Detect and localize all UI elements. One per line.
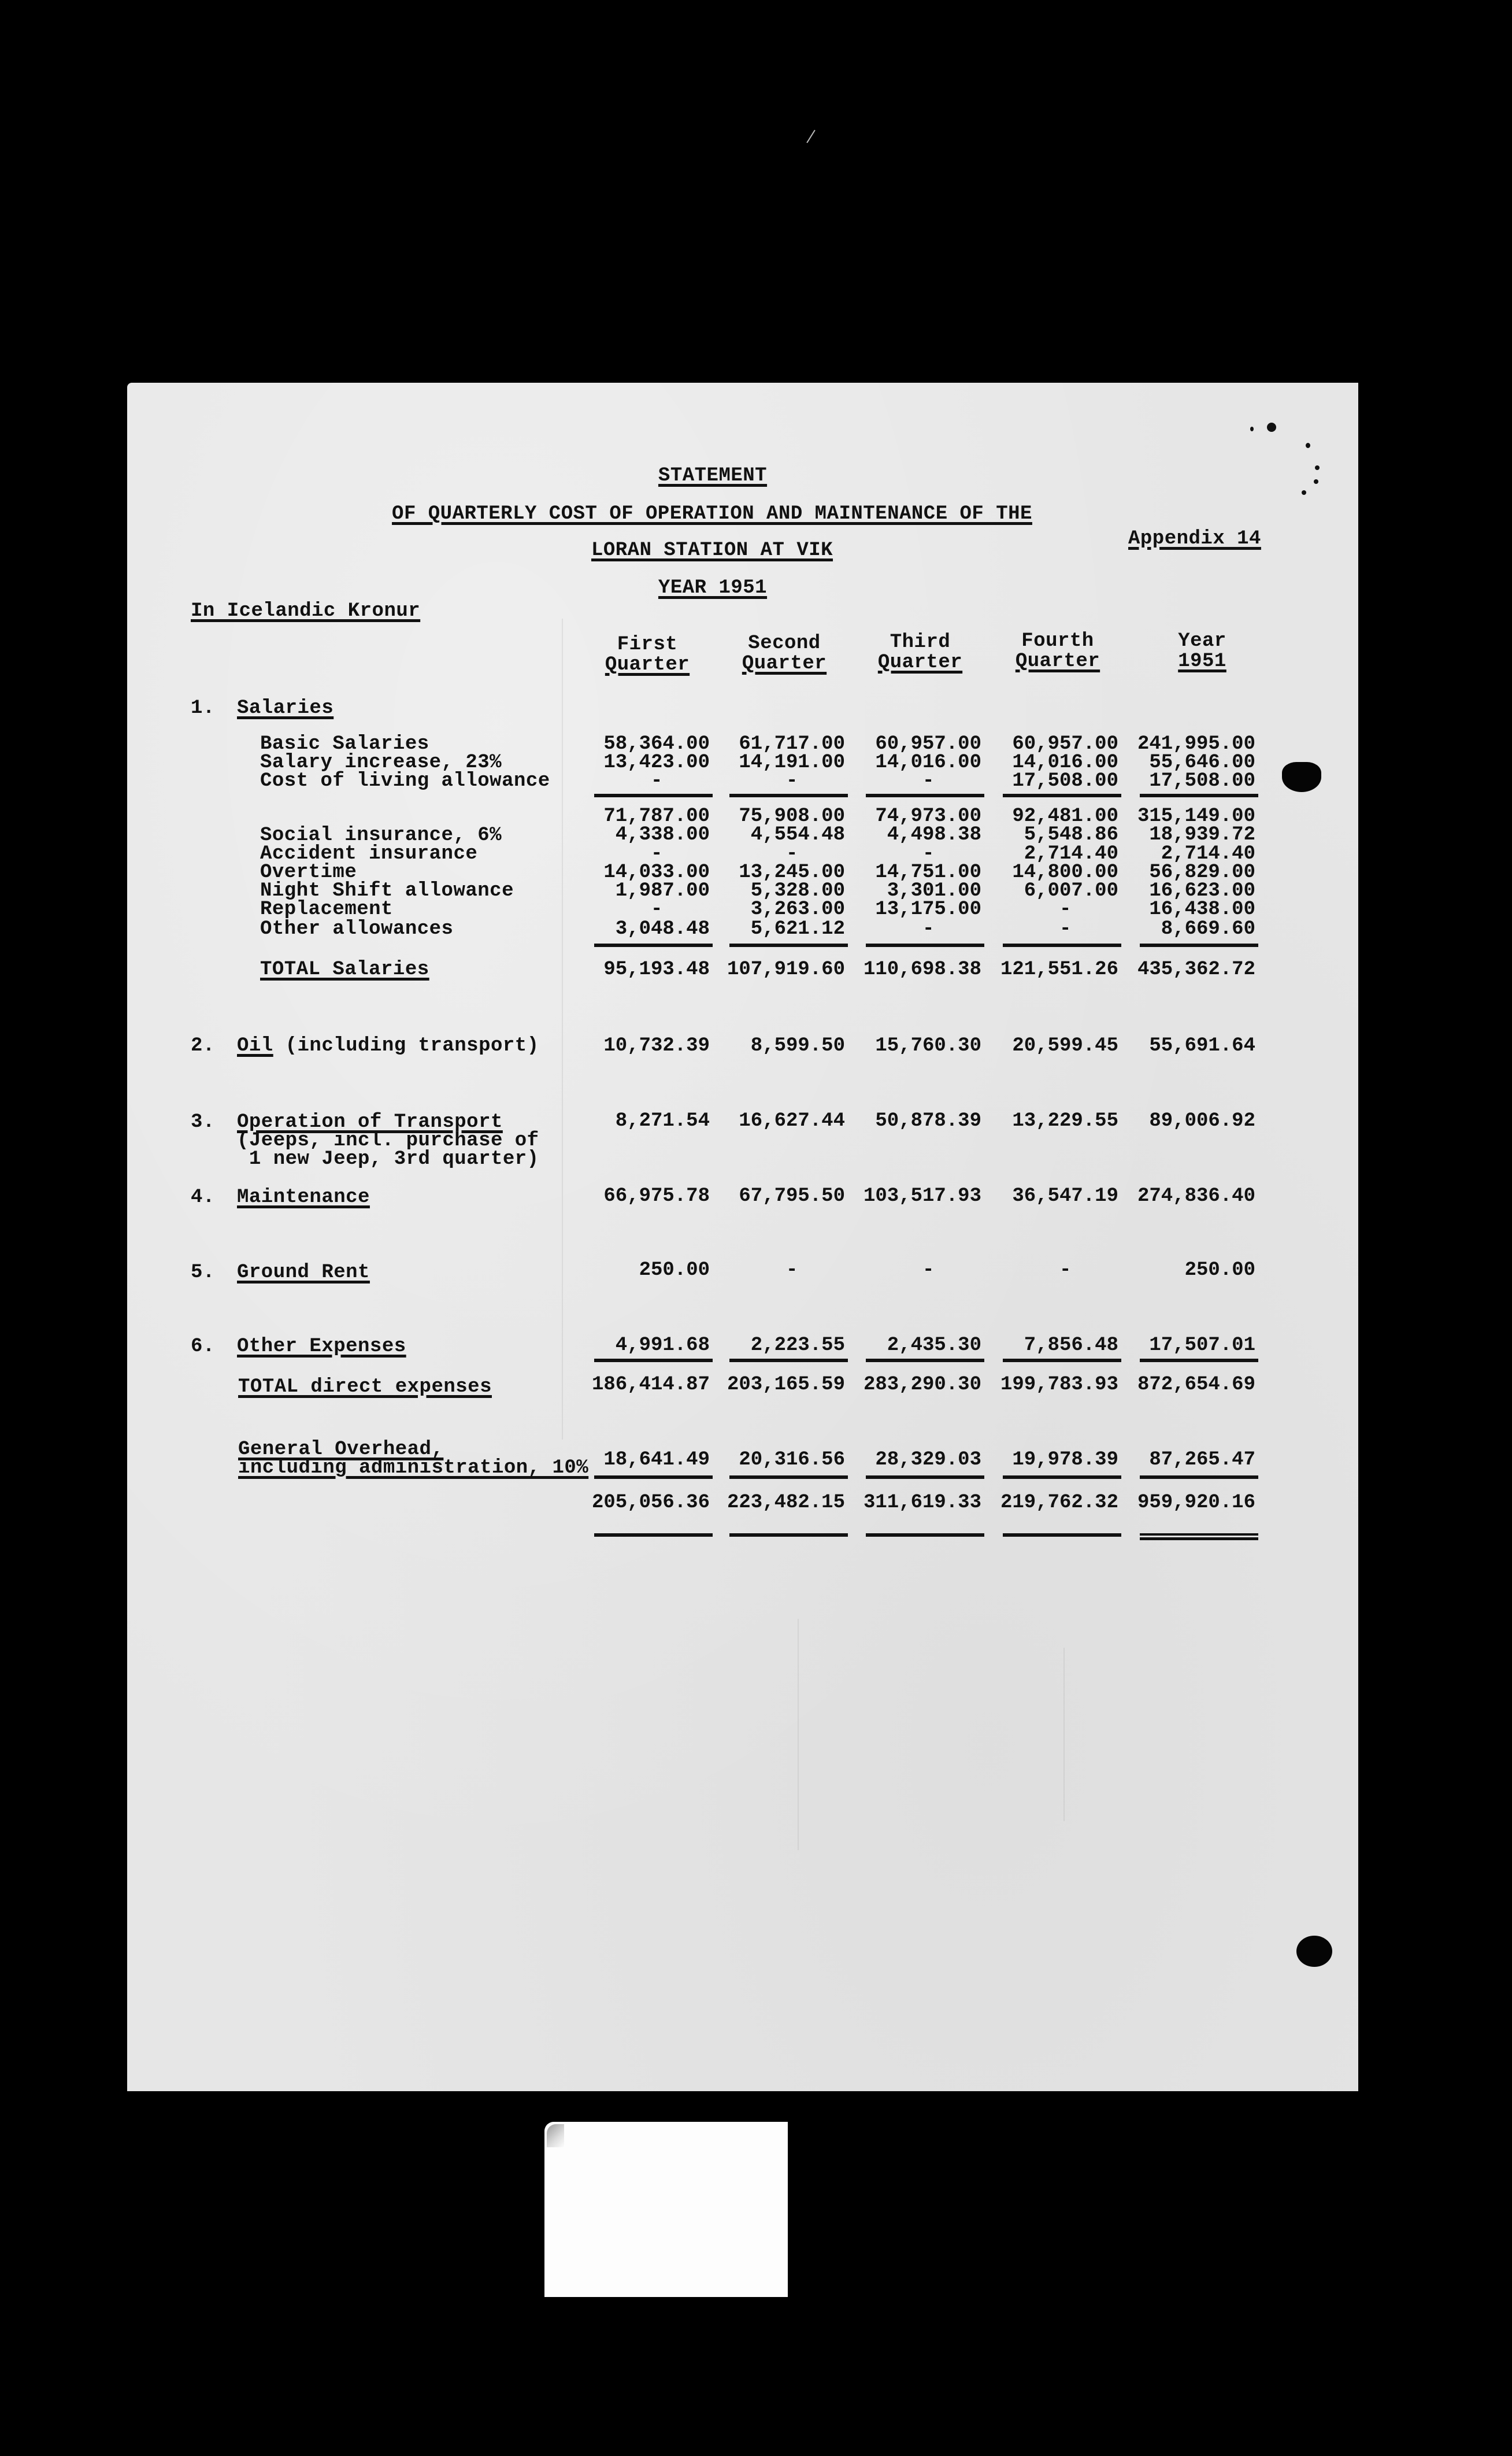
row-label-total-salaries: TOTAL Salaries — [260, 959, 429, 981]
cell-q4: 219,762.32 — [1000, 1492, 1118, 1514]
cell-year: 250.00 — [1184, 1259, 1255, 1281]
cell-year: 241,995.00 — [1137, 733, 1255, 755]
ink-mark — [1250, 427, 1254, 431]
cell-q3: - — [922, 770, 981, 792]
cell-year: 959,920.16 — [1137, 1492, 1255, 1514]
row-label-cost-of-living: Cost of living allowance — [260, 770, 550, 792]
cell-q4: 2,714.40 — [1024, 843, 1118, 865]
cell-q2: 2,223.55 — [750, 1334, 845, 1356]
ink-mark — [1315, 465, 1320, 470]
cell-q4: 6,007.00 — [1024, 880, 1118, 902]
rule-final-total-q1 — [594, 1533, 713, 1537]
row-label-total-direct: TOTAL direct expenses — [238, 1376, 492, 1398]
cell-q4: 199,783.93 — [1000, 1374, 1118, 1396]
cell-q3: 3,301.00 — [887, 880, 981, 902]
rule-after-other-allowances-q3 — [866, 944, 984, 947]
cell-q4: 20,599.45 — [1012, 1035, 1118, 1057]
rule-after-general-overhead-q2 — [729, 1475, 848, 1479]
rule-after-cost-of-living-q3 — [866, 794, 984, 797]
section-label-oil-wrap — [237, 1036, 539, 1056]
cell-q4: - — [1059, 1259, 1118, 1281]
cell-q3: 103,517.93 — [863, 1185, 981, 1207]
cell-q2: 107,919.60 — [727, 959, 845, 981]
rule-after-general-overhead-year — [1140, 1475, 1258, 1479]
cell-q1: 95,193.48 — [603, 959, 710, 981]
cell-q4: 14,016.00 — [1012, 752, 1118, 774]
rule-final-total-q2 — [729, 1533, 848, 1537]
cell-q4: 17,508.00 — [1012, 770, 1118, 792]
cell-q1: - — [650, 843, 710, 865]
cell-q3: 110,698.38 — [863, 959, 981, 981]
cell-q4: 19,978.39 — [1012, 1449, 1118, 1471]
rule-after-other-allowances-q1 — [594, 944, 713, 947]
cell-year: 315,149.00 — [1137, 805, 1255, 827]
section-number-transport: 3. — [191, 1111, 215, 1133]
section-label-oil: Oil — [237, 1035, 273, 1057]
col-header-q2-line1: Second — [748, 633, 821, 654]
rule-after-other-expenses-q4 — [1003, 1359, 1121, 1362]
section-number-oil: 2. — [191, 1035, 215, 1057]
cell-q3: 311,619.33 — [863, 1492, 981, 1514]
ink-mark — [1302, 490, 1306, 495]
cell-q1: 10,732.39 — [603, 1035, 710, 1057]
row-label-general-overhead-1: General Overhead, — [238, 1438, 444, 1460]
rule-after-other-allowances-year — [1140, 944, 1258, 947]
cell-q4: 92,481.00 — [1012, 805, 1118, 827]
cell-q3: 60,957.00 — [875, 733, 981, 755]
cell-q2: 3,263.00 — [750, 898, 845, 920]
bleed-through-line — [1063, 1648, 1065, 1821]
cell-q3: 15,760.30 — [875, 1035, 981, 1057]
cell-q4: 5,548.86 — [1024, 824, 1118, 846]
cell-q4: 60,957.00 — [1012, 733, 1118, 755]
doc-title-line-2: OF QUARTERLY COST OF OPERATION AND MAINTENANCE OF THE — [392, 503, 1032, 525]
cell-q4: - — [1059, 918, 1118, 940]
cell-q3: 50,878.39 — [875, 1110, 981, 1132]
section-note-transport-2: 1 new Jeep, 3rd quarter) — [237, 1148, 539, 1170]
currency-note: In Icelandic Kronur — [191, 600, 421, 622]
col-header-q4-line1: Fourth — [1021, 630, 1094, 652]
row-label-other-allowances: Other allowances — [260, 918, 454, 940]
cell-q2: 4,554.48 — [750, 824, 845, 846]
rule-final-total-year — [1140, 1533, 1258, 1540]
section-number-maintenance: 4. — [191, 1186, 215, 1208]
cell-q2: 61,717.00 — [739, 733, 845, 755]
rule-after-general-overhead-q3 — [866, 1475, 984, 1479]
col-header-q3-line1: Third — [890, 631, 951, 653]
rule-after-other-allowances-q4 — [1003, 944, 1121, 947]
section-label-ground-rent: Ground Rent — [237, 1262, 370, 1284]
cell-year: 18,939.72 — [1149, 824, 1255, 846]
row-label-salary-increase: Salary increase, 23% — [260, 752, 502, 774]
row-label-general-overhead-2: including administration, 10% — [238, 1457, 589, 1479]
cell-q1: 58,364.00 — [603, 733, 710, 755]
section-label-oil-suffix: (including transport) — [273, 1035, 539, 1057]
cell-q4: - — [1059, 898, 1118, 920]
rule-final-total-q3 — [866, 1533, 984, 1537]
cell-year: 89,006.92 — [1149, 1110, 1255, 1132]
appendix-label: Appendix 14 — [1128, 528, 1261, 550]
cell-q2: 5,621.12 — [750, 918, 845, 940]
section-label-other-expenses: Other Expenses — [237, 1336, 406, 1358]
section-label-salaries: Salaries — [237, 697, 334, 719]
cell-q3: 13,175.00 — [875, 898, 981, 920]
cell-q3: - — [922, 843, 981, 865]
punch-hole — [1282, 762, 1321, 792]
doc-title-line-1: STATEMENT — [658, 465, 768, 487]
col-header-year-line1: Year — [1178, 630, 1226, 652]
cell-q2: 75,908.00 — [739, 805, 845, 827]
cell-q3: 14,751.00 — [875, 861, 981, 883]
ink-mark — [1306, 443, 1310, 448]
cell-q1: 14,033.00 — [603, 861, 710, 883]
rule-after-cost-of-living-year — [1140, 794, 1258, 797]
cell-q1: 71,787.00 — [603, 805, 710, 827]
cell-q3: 14,016.00 — [875, 752, 981, 774]
rule-after-other-allowances-q2 — [729, 944, 848, 947]
col-header-q2-line2: Quarter — [742, 653, 827, 675]
rule-after-other-expenses-year — [1140, 1359, 1258, 1362]
cell-q1: 1,987.00 — [615, 880, 710, 902]
rule-after-general-overhead-q4 — [1003, 1475, 1121, 1479]
cell-q2: 203,165.59 — [727, 1374, 845, 1396]
cell-q3: 2,435.30 — [887, 1334, 981, 1356]
document-page — [127, 383, 1358, 2091]
cell-q2: 223,482.15 — [727, 1492, 845, 1514]
cell-year: 872,654.69 — [1137, 1374, 1255, 1396]
cell-q3: - — [922, 918, 981, 940]
cell-q1: - — [650, 770, 710, 792]
cell-q4: 7,856.48 — [1024, 1334, 1118, 1356]
section-note-transport-1: (Jeeps, incl. purchase of — [237, 1130, 539, 1152]
cell-year: 8,669.60 — [1161, 918, 1255, 940]
cell-q1: 18,641.49 — [603, 1449, 710, 1471]
row-label-social-insurance: Social insurance, 6% — [260, 824, 502, 846]
col-header-q1-line1: First — [617, 634, 678, 656]
cell-year: 274,836.40 — [1137, 1185, 1255, 1207]
cell-q2: - — [785, 1259, 845, 1281]
row-label-overtime: Overtime — [260, 861, 357, 883]
cell-q1: 8,271.54 — [615, 1110, 710, 1132]
cell-year: 17,507.01 — [1149, 1334, 1255, 1356]
film-scratch — [806, 130, 815, 143]
cell-year: 16,623.00 — [1149, 880, 1255, 902]
col-header-year-line2: 1951 — [1178, 650, 1226, 672]
cell-year: 55,691.64 — [1149, 1035, 1255, 1057]
cell-q4: 14,800.00 — [1012, 861, 1118, 883]
cell-q3: - — [922, 1259, 981, 1281]
punch-hole — [1296, 1936, 1332, 1967]
cell-q1: 250.00 — [639, 1259, 710, 1281]
cell-q1: 66,975.78 — [603, 1185, 710, 1207]
rule-final-total-q4 — [1003, 1533, 1121, 1537]
cell-q2: 13,245.00 — [739, 861, 845, 883]
cell-year: 435,362.72 — [1137, 959, 1255, 981]
rule-after-other-expenses-q1 — [594, 1359, 713, 1362]
cell-q3: 74,973.00 — [875, 805, 981, 827]
row-label-accident-insurance: Accident insurance — [260, 843, 478, 865]
cell-q1: 3,048.48 — [615, 918, 710, 940]
section-label-transport: Operation of Transport — [237, 1111, 503, 1133]
doc-title-line-4: YEAR 1951 — [658, 577, 768, 599]
cell-q3: 283,290.30 — [863, 1374, 981, 1396]
cell-q4: 36,547.19 — [1012, 1185, 1118, 1207]
cell-year: 56,829.00 — [1149, 861, 1255, 883]
cell-q2: 20,316.56 — [739, 1449, 845, 1471]
col-header-q1-line2: Quarter — [605, 654, 690, 676]
col-header-q4-line2: Quarter — [1015, 650, 1100, 672]
row-label-basic-salaries: Basic Salaries — [260, 733, 429, 755]
cell-q2: 5,328.00 — [750, 880, 845, 902]
cell-q1: 13,423.00 — [603, 752, 710, 774]
ink-mark — [1267, 423, 1276, 432]
cell-q4: 121,551.26 — [1000, 959, 1118, 981]
rule-after-other-expenses-q2 — [729, 1359, 848, 1362]
cell-year: 87,265.47 — [1149, 1449, 1255, 1471]
bleed-through-line — [798, 1619, 799, 1850]
cell-q1: 4,991.68 — [615, 1334, 710, 1356]
col-header-q3-line2: Quarter — [877, 652, 963, 674]
cell-q2: - — [785, 770, 845, 792]
cell-q3: 4,498.38 — [887, 824, 981, 846]
cell-q2: 8,599.50 — [750, 1035, 845, 1057]
row-label-night-shift: Night Shift allowance — [260, 880, 514, 902]
section-number-other-expenses: 6. — [191, 1336, 215, 1358]
cell-q3: 28,329.03 — [875, 1449, 981, 1471]
section-number-salaries: 1. — [191, 697, 215, 719]
rule-after-cost-of-living-q2 — [729, 794, 848, 797]
cell-q2: 16,627.44 — [739, 1110, 845, 1132]
ink-mark — [1314, 479, 1318, 484]
cell-q1: - — [650, 898, 710, 920]
rule-after-cost-of-living-q4 — [1003, 794, 1121, 797]
cell-q2: 14,191.00 — [739, 752, 845, 774]
cell-q2: 67,795.50 — [739, 1185, 845, 1207]
cell-q4: 13,229.55 — [1012, 1110, 1118, 1132]
doc-title-line-3: LORAN STATION AT VIK — [591, 539, 833, 561]
cell-q1: 186,414.87 — [591, 1374, 710, 1396]
cell-year: 16,438.00 — [1149, 898, 1255, 920]
cell-year: 2,714.40 — [1161, 843, 1255, 865]
cell-q1: 205,056.36 — [591, 1492, 710, 1514]
cell-year: 55,646.00 — [1149, 752, 1255, 774]
rule-after-other-expenses-q3 — [866, 1359, 984, 1362]
cell-q1: 4,338.00 — [615, 824, 710, 846]
section-label-maintenance: Maintenance — [237, 1186, 370, 1208]
row-label-replacement: Replacement — [260, 898, 393, 920]
blank-card — [544, 2122, 788, 2297]
rule-after-cost-of-living-q1 — [594, 794, 713, 797]
rule-after-general-overhead-q1 — [594, 1475, 713, 1479]
cell-year: 17,508.00 — [1149, 770, 1255, 792]
cell-q2: - — [785, 843, 845, 865]
card-corner-curl — [547, 2124, 564, 2147]
section-number-ground-rent: 5. — [191, 1262, 215, 1284]
